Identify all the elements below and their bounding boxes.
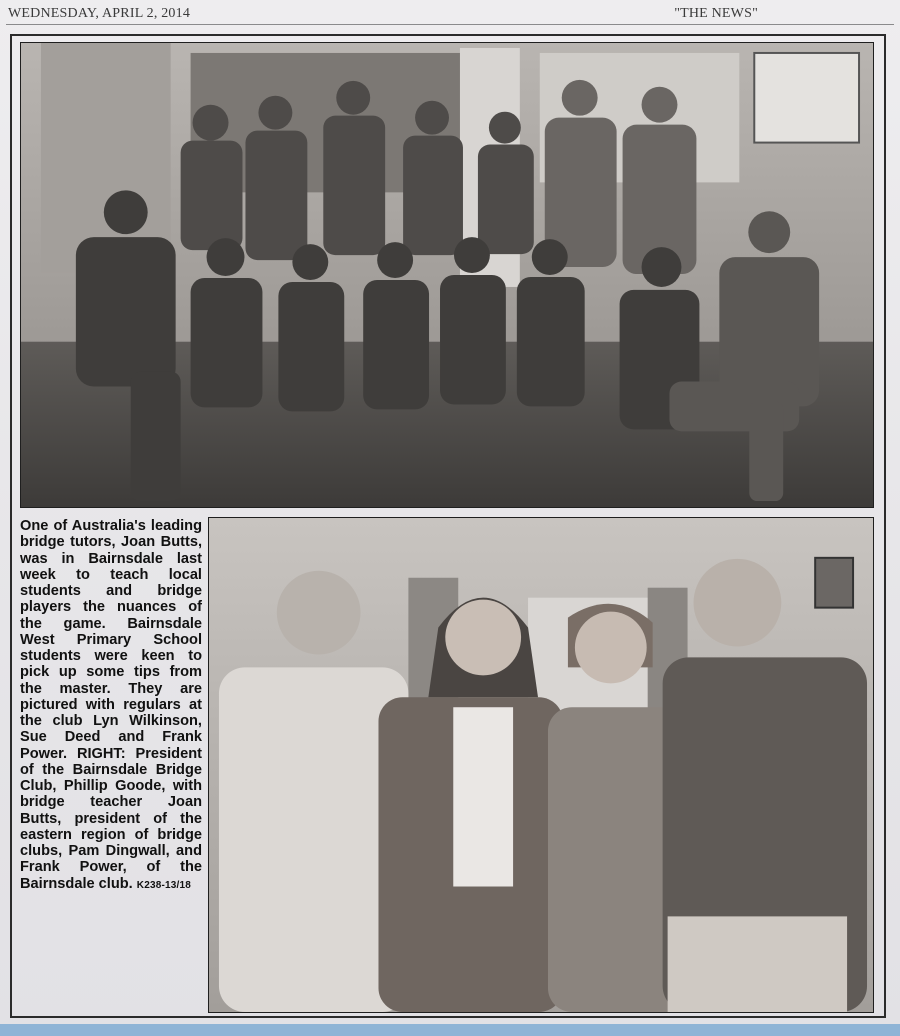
scan-edge-strip [0, 1024, 900, 1036]
group-photo-image [21, 43, 873, 507]
newspaper-name: "THE NEWS" [674, 6, 758, 21]
page-header [8, 4, 892, 24]
group-photo [20, 42, 874, 508]
club-officials-photo-image [209, 518, 873, 1012]
photo-caption [20, 518, 202, 1014]
club-officials-photo [208, 517, 874, 1013]
header-rule [6, 24, 894, 25]
photo-reference: K238-13/18 [136, 879, 192, 891]
caption-text: One of Australia's leading bridge tutors, Joan Butts, was in Bairnsdale last week to teach local students and bridge players the nuances of the game. Bairnsdale West Primary School students were keen to pick up some tips from the master. They are pictured with regulars at the club Lyn Wilkinson, Sue Deed and Frank Power. RIGHT: President of the Bairnsdale Bridge Club, Phillip Goode, with bridge teacher Joan Butts, president of the eastern region of bridge clubs, Pam Dingwall, and Frank Power, of the Bairnsdale club. [20, 518, 202, 892]
issue-date: WEDNESDAY, APRIL 2, 2014 [8, 6, 191, 21]
